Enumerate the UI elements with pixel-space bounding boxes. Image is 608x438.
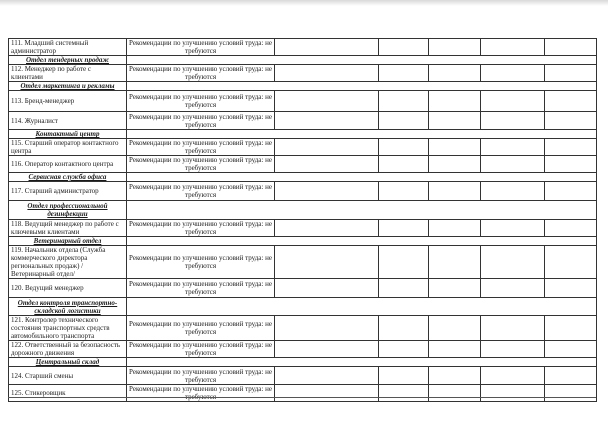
empty-cell (275, 385, 379, 402)
section-header-row (9, 298, 597, 316)
section-title: Контактный центр (9, 130, 127, 139)
table-row (9, 91, 597, 112)
scan-edge (0, 0, 608, 6)
section-empty-cell (127, 130, 597, 139)
recommendation-cell: Рекомендации по улучшению условий труда: не требуются (127, 156, 275, 173)
empty-cell (379, 385, 429, 402)
position-name-cell: 116. Оператор контактного центра (9, 156, 127, 173)
empty-cell (379, 220, 429, 237)
empty-cell (275, 367, 379, 385)
recommendation-cell: Рекомендации по улучшению условий труда: не требуются (127, 182, 275, 201)
empty-cell (429, 367, 481, 385)
empty-cell (481, 316, 545, 341)
empty-cell (379, 341, 429, 358)
section-title: Центральный склад (9, 358, 127, 367)
recommendation-cell: Рекомендации по улучшению условий труда: не требуются (127, 65, 275, 82)
table-row (9, 316, 597, 341)
empty-cell (379, 112, 429, 130)
empty-cell (545, 182, 597, 201)
section-header-row (9, 173, 597, 182)
table-row (9, 156, 597, 173)
empty-cell (545, 341, 597, 358)
empty-cell (379, 316, 429, 341)
empty-cell (545, 316, 597, 341)
empty-cell (481, 220, 545, 237)
section-header-row (9, 130, 597, 139)
empty-cell (481, 341, 545, 358)
empty-cell (545, 279, 597, 298)
section-empty-cell (127, 237, 597, 246)
empty-cell (545, 112, 597, 130)
empty-cell (481, 367, 545, 385)
empty-cell (429, 112, 481, 130)
empty-cell (275, 65, 379, 82)
recommendation-cell: Рекомендации по улучшению условий труда: не требуются (127, 367, 275, 385)
empty-cell (429, 91, 481, 112)
section-title: Отдел маркетинга и рекламы (9, 82, 127, 91)
empty-cell (545, 39, 597, 56)
empty-cell (429, 341, 481, 358)
empty-cell (379, 156, 429, 173)
empty-cell (379, 279, 429, 298)
empty-cell (481, 182, 545, 201)
section-header-row (9, 358, 597, 367)
position-name-cell: 124. Старший смены (9, 367, 127, 385)
empty-cell (429, 279, 481, 298)
empty-cell (545, 156, 597, 173)
empty-cell (481, 91, 545, 112)
table-row (9, 65, 597, 82)
empty-cell (481, 246, 545, 279)
empty-cell (545, 385, 597, 402)
empty-cell (275, 112, 379, 130)
position-name-cell: 119. Начальник отдела (Служба коммерческого директора региональных продаж) /Ветеринарный отдел/ (9, 246, 127, 279)
position-name-cell: 122. Ответственный за безопасность дорожного движения (9, 341, 127, 358)
recommendation-cell: Рекомендации по улучшению условий труда: не требуются (127, 112, 275, 130)
table-row (9, 279, 597, 298)
recommendation-cell: Рекомендации по улучшению условий труда: не требуются (127, 220, 275, 237)
section-header-row (9, 56, 597, 65)
position-name-cell: 121. Контролер технического состояния транспортных средств автомобильного транспорта (9, 316, 127, 341)
empty-cell (275, 182, 379, 201)
empty-cell (275, 341, 379, 358)
empty-cell (275, 246, 379, 279)
table-row (9, 220, 597, 237)
empty-cell (429, 220, 481, 237)
empty-cell (429, 316, 481, 341)
table-row (9, 385, 597, 402)
empty-cell (481, 139, 545, 156)
position-name-cell: 115. Старший оператор контактного центра (9, 139, 127, 156)
empty-cell (275, 39, 379, 56)
empty-cell (545, 246, 597, 279)
empty-cell (275, 91, 379, 112)
table-body (9, 39, 597, 402)
section-empty-cell (127, 56, 597, 65)
recommendation-cell: Рекомендации по улучшению условий труда: не требуются (127, 341, 275, 358)
position-name-cell: 118. Ведущий менеджер по работе с ключевыми клиентами (9, 220, 127, 237)
empty-cell (275, 220, 379, 237)
section-header-row (9, 237, 597, 246)
section-title: Отдел профессиональной дезинфекции (9, 201, 127, 220)
assessment-table (8, 38, 597, 402)
recommendation-cell: Рекомендации по улучшению условий труда: не требуются (127, 279, 275, 298)
section-empty-cell (127, 358, 597, 367)
empty-cell (379, 39, 429, 56)
position-name-cell: 111. Младший системный администратор (9, 39, 127, 56)
empty-cell (429, 65, 481, 82)
empty-cell (481, 156, 545, 173)
table-row (9, 367, 597, 385)
empty-cell (545, 91, 597, 112)
position-name-cell: 113. Бренд-менеджер (9, 91, 127, 112)
table-row (9, 39, 597, 56)
table-row (9, 182, 597, 201)
empty-cell (481, 385, 545, 402)
recommendation-cell: Рекомендации по улучшению условий труда: не требуются (127, 246, 275, 279)
section-header-row (9, 201, 597, 220)
empty-cell (481, 65, 545, 82)
position-name-cell: 112. Менеджер по работе с клиентами (9, 65, 127, 82)
section-title: Отдел тендерных продаж (9, 56, 127, 65)
position-name-cell: 117. Старший администратор (9, 182, 127, 201)
empty-cell (481, 279, 545, 298)
recommendation-cell: Рекомендации по улучшению условий труда: не требуются (127, 39, 275, 56)
empty-cell (379, 139, 429, 156)
section-empty-cell (127, 298, 597, 316)
recommendation-cell: Рекомендации по улучшению условий труда: не требуются (127, 316, 275, 341)
section-empty-cell (127, 201, 597, 220)
position-name-cell: 114. Журналист (9, 112, 127, 130)
empty-cell (275, 316, 379, 341)
empty-cell (481, 39, 545, 56)
empty-cell (379, 367, 429, 385)
empty-cell (545, 139, 597, 156)
recommendation-cell: Рекомендации по улучшению условий труда: не требуются (127, 385, 275, 402)
empty-cell (429, 182, 481, 201)
section-empty-cell (127, 173, 597, 182)
section-empty-cell (127, 82, 597, 91)
empty-cell (429, 156, 481, 173)
empty-cell (429, 246, 481, 279)
table-row (9, 341, 597, 358)
section-header-row (9, 82, 597, 91)
table-row (9, 139, 597, 156)
empty-cell (275, 139, 379, 156)
section-title: Отдел контроля транспортно-складской логистики (9, 298, 127, 316)
table-row (9, 246, 597, 279)
empty-cell (275, 156, 379, 173)
section-title: Ветеринарный отдел (9, 237, 127, 246)
empty-cell (481, 112, 545, 130)
page-bottom-rule (8, 397, 596, 398)
empty-cell (545, 220, 597, 237)
empty-cell (545, 65, 597, 82)
recommendation-cell: Рекомендации по улучшению условий труда: не требуются (127, 91, 275, 112)
position-name-cell: 125. Стикеровщик (9, 385, 127, 402)
position-name-cell: 120. Ведущий менеджер (9, 279, 127, 298)
empty-cell (379, 182, 429, 201)
empty-cell (379, 91, 429, 112)
section-title: Сервисная служба офиса (9, 173, 127, 182)
empty-cell (429, 139, 481, 156)
table-row (9, 112, 597, 130)
empty-cell (275, 279, 379, 298)
empty-cell (545, 367, 597, 385)
empty-cell (429, 385, 481, 402)
empty-cell (379, 65, 429, 82)
empty-cell (429, 39, 481, 56)
recommendation-cell: Рекомендации по улучшению условий труда: не требуются (127, 139, 275, 156)
empty-cell (379, 246, 429, 279)
